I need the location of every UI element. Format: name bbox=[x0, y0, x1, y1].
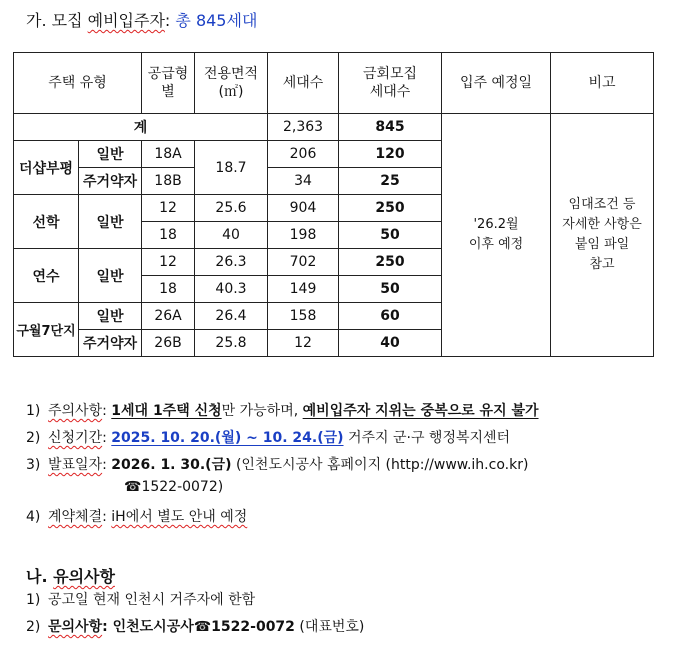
heading-colon: : bbox=[164, 11, 176, 30]
section-2-item-2: 2) 문의사항: 인천도시공사☎1522-0072 (대표번호) bbox=[26, 619, 365, 635]
households-cell: 34 bbox=[268, 168, 339, 195]
area-cell: 25.8 bbox=[195, 330, 268, 357]
note-label: 신청기간 bbox=[48, 430, 103, 446]
note-item-3: 3) 발표일자: 2026. 1. 30.(금) (인천도시공사 홈페이지 (http://www.ih.co.kr) bbox=[26, 457, 529, 473]
header-move-in: 입주 예정일 bbox=[442, 53, 551, 114]
recruit-cell: 50 bbox=[339, 222, 442, 249]
category-cell: 주거약자 bbox=[79, 168, 142, 195]
households-cell: 702 bbox=[268, 249, 339, 276]
section-2-title: 나. 유의사항 bbox=[26, 567, 115, 586]
households-cell: 904 bbox=[268, 195, 339, 222]
table-row-total bbox=[14, 114, 654, 141]
move-in-cell: '26.2월 이후 예정 bbox=[442, 114, 551, 357]
header-area: 전용면적 (㎡) bbox=[195, 53, 268, 114]
note-label: 주의사항 bbox=[48, 403, 103, 419]
category-cell: 일반 bbox=[79, 195, 142, 249]
recruit-cell: 40 bbox=[339, 330, 442, 357]
area-cell: 18.7 bbox=[195, 141, 268, 195]
type-cell: 18 bbox=[142, 222, 195, 249]
note-label: 계약체결 bbox=[48, 509, 103, 525]
type-cell: 18B bbox=[142, 168, 195, 195]
category-cell: 일반 bbox=[79, 249, 142, 303]
recruit-cell: 120 bbox=[339, 141, 442, 168]
header-recruit: 금회모집 세대수 bbox=[339, 53, 442, 114]
recruit-cell: 60 bbox=[339, 303, 442, 330]
remark-cell: 임대조건 등 자세한 사항은 붙임 파일 참고 bbox=[551, 114, 654, 357]
note-item-3-phone: ☎1522-0072) bbox=[124, 479, 224, 495]
type-cell: 18A bbox=[142, 141, 195, 168]
category-cell: 일반 bbox=[79, 141, 142, 168]
note-item-4: 4) 계약체결: iH에서 별도 안내 예정 bbox=[26, 509, 248, 525]
section-heading bbox=[26, 8, 257, 31]
type-cell: 26B bbox=[142, 330, 195, 357]
heading-total: 총 845세대 bbox=[175, 11, 258, 30]
total-label: 계 bbox=[14, 114, 268, 141]
note-label: 발표일자 bbox=[48, 457, 103, 473]
type-cell: 12 bbox=[142, 249, 195, 276]
area-cell: 40.3 bbox=[195, 276, 268, 303]
type-cell: 12 bbox=[142, 195, 195, 222]
recruit-cell: 250 bbox=[339, 249, 442, 276]
header-households: 세대수 bbox=[268, 53, 339, 114]
type-cell: 26A bbox=[142, 303, 195, 330]
area-cell: 26.4 bbox=[195, 303, 268, 330]
table-header-row bbox=[14, 53, 654, 114]
complex-name: 더샵부평 bbox=[14, 141, 79, 195]
header-remark: 비고 bbox=[551, 53, 654, 114]
area-cell: 40 bbox=[195, 222, 268, 249]
recruit-cell: 250 bbox=[339, 195, 442, 222]
type-cell: 18 bbox=[142, 276, 195, 303]
households-cell: 206 bbox=[268, 141, 339, 168]
total-recruit: 845 bbox=[339, 114, 442, 141]
note-item-2: 2) 신청기간: 2025. 10. 20.(월) ~ 10. 24.(금) 거주지 군·구 행정복지센터 bbox=[26, 430, 511, 446]
header-housing-type: 주택 유형 bbox=[14, 53, 142, 114]
households-cell: 149 bbox=[268, 276, 339, 303]
complex-name: 구월7단지 bbox=[14, 303, 79, 357]
category-cell: 일반 bbox=[79, 303, 142, 330]
heading-term: 예비입주자 bbox=[87, 11, 165, 30]
note-item-1: 1) 주의사항: 1세대 1주택 신청만 가능하며, 예비입주자 지위는 중복으로 유지 불가 bbox=[26, 403, 539, 419]
complex-name: 선학 bbox=[14, 195, 79, 249]
area-cell: 25.6 bbox=[195, 195, 268, 222]
total-households: 2,363 bbox=[268, 114, 339, 141]
recruitment-table bbox=[13, 52, 654, 357]
header-supply-type: 공급형 별 bbox=[142, 53, 195, 114]
category-cell: 주거약자 bbox=[79, 330, 142, 357]
households-cell: 198 bbox=[268, 222, 339, 249]
section-2-item-1: 1) 공고일 현재 인천시 거주자에 한함 bbox=[26, 592, 256, 608]
complex-name: 연수 bbox=[14, 249, 79, 303]
recruit-cell: 50 bbox=[339, 276, 442, 303]
area-cell: 26.3 bbox=[195, 249, 268, 276]
households-cell: 12 bbox=[268, 330, 339, 357]
heading-prefix: 가. 모집 bbox=[26, 11, 88, 30]
recruit-cell: 25 bbox=[339, 168, 442, 195]
households-cell: 158 bbox=[268, 303, 339, 330]
